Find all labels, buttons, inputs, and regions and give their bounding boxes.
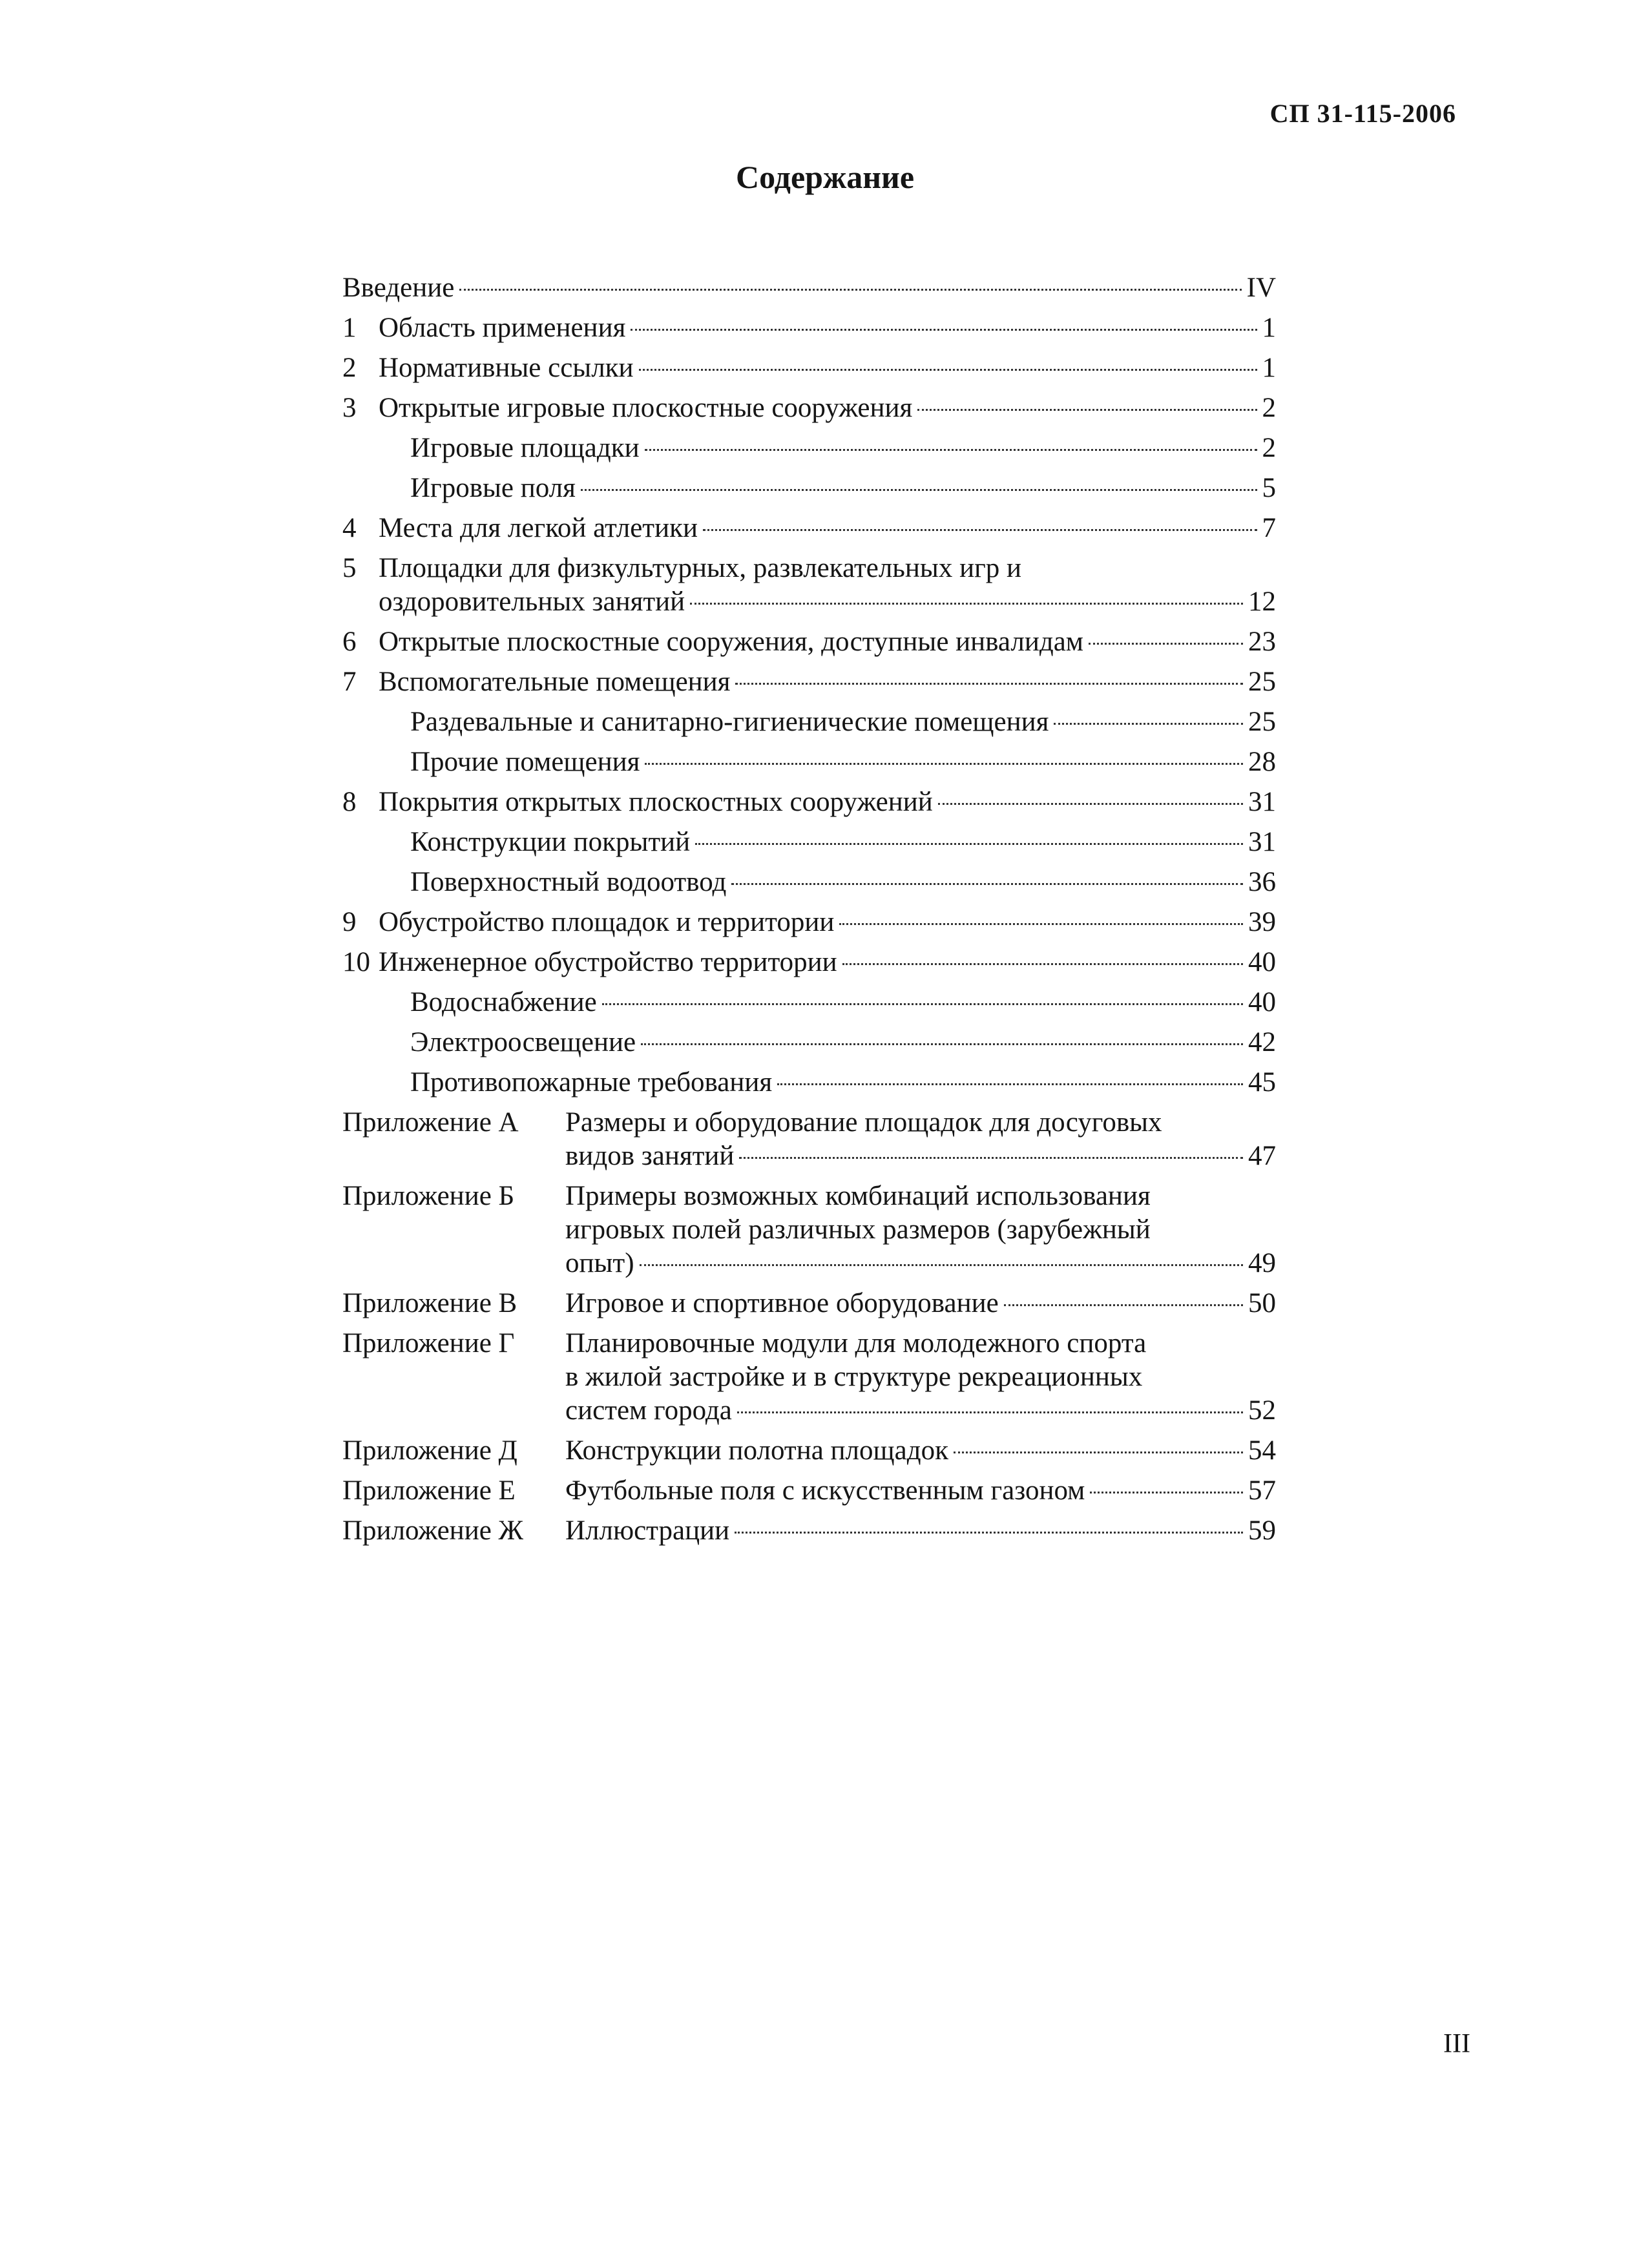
toc-entry (342, 1327, 1276, 1428)
toc-entry (342, 1514, 1276, 1548)
toc-entry-number: Приложение В (342, 1288, 517, 1318)
toc-entry-title: Конструкции покрытий (410, 827, 691, 857)
toc-entry-page: 36 (1248, 867, 1276, 897)
toc-entry-number: Приложение А (342, 1107, 519, 1138)
toc-entry-number: 1 (342, 313, 357, 343)
toc-entry-title: Открытые игровые плоскостные сооружения (379, 393, 913, 423)
toc-entry (342, 946, 1276, 979)
toc-entry-title: Иллюстрации (565, 1515, 730, 1546)
dot-leader (735, 683, 1243, 685)
toc-entry-title: Противопожарные требования (410, 1067, 773, 1098)
dot-leader (641, 1043, 1243, 1045)
toc-entry-page: 28 (1248, 747, 1276, 777)
dot-leader (917, 409, 1257, 411)
toc-entry (342, 552, 1276, 619)
toc-entry (342, 785, 1276, 819)
toc-entry (342, 1026, 1276, 1059)
toc-entry-number: 8 (342, 787, 357, 817)
toc-entry-page: 47 (1248, 1141, 1276, 1171)
toc-entry-title: Область применения (379, 313, 626, 343)
toc-entry-page: IV (1246, 273, 1276, 303)
toc-entry-title: Футбольные поля с искусственным газоном (565, 1475, 1085, 1506)
dot-leader (1090, 1492, 1243, 1493)
toc-entry (342, 906, 1276, 939)
dot-leader (737, 1411, 1243, 1413)
toc-entry-number: 3 (342, 393, 357, 423)
toc-entry-page: 54 (1248, 1435, 1276, 1466)
dot-leader (639, 369, 1257, 371)
toc-entry-title: Игровые площадки (410, 433, 640, 463)
toc-entry-page: 42 (1248, 1027, 1276, 1057)
toc-entry (342, 391, 1276, 425)
dot-leader (1054, 723, 1243, 725)
toc-entry-title: Введение (342, 273, 455, 303)
toc-entry-title: опыт) (565, 1248, 634, 1278)
dot-leader (1004, 1304, 1243, 1306)
dot-leader (695, 843, 1243, 845)
dot-leader (1089, 643, 1243, 645)
toc-entry-title: видов занятий (565, 1141, 735, 1171)
toc-entry-number: 6 (342, 627, 357, 657)
toc-entry (342, 1106, 1276, 1173)
toc-entry (342, 311, 1276, 345)
toc-entry-title: Конструкции полотна площадок (565, 1435, 948, 1466)
toc-entry-title: оздоровительных занятий (379, 587, 685, 617)
toc-entry-page: 25 (1248, 707, 1276, 737)
toc-entry-page: 31 (1248, 827, 1276, 857)
toc-entry-title: Инженерное обустройство территории (379, 947, 837, 977)
toc-entry-title: в жилой застройке и в структуре рекреационных (565, 1362, 1143, 1392)
toc-entry-number: 10 (342, 947, 370, 977)
toc-entry-title: Планировочные модули для молодежного спорта (565, 1328, 1147, 1358)
dot-leader (602, 1003, 1243, 1005)
toc-entry-page: 25 (1248, 667, 1276, 697)
toc-entry-page: 7 (1262, 513, 1276, 543)
toc-entry-page: 52 (1248, 1395, 1276, 1426)
toc-entry-page: 1 (1262, 353, 1276, 383)
toc-entry-page: 5 (1262, 473, 1276, 503)
toc-entry-number: 7 (342, 667, 357, 697)
toc-entry-page: 49 (1248, 1248, 1276, 1278)
toc-entry (342, 512, 1276, 545)
toc-entry-page: 40 (1248, 947, 1276, 977)
toc-entry (342, 986, 1276, 1019)
toc-entry-title: Игровые поля (410, 473, 576, 503)
dot-leader (690, 603, 1243, 605)
dot-leader (645, 449, 1257, 451)
toc-entry-page: 31 (1248, 787, 1276, 817)
toc-entry-title: Примеры возможных комбинаций использования (565, 1181, 1151, 1211)
dot-leader (739, 1157, 1243, 1159)
toc-entry-title: Прочие помещения (410, 747, 640, 777)
dot-leader (459, 289, 1241, 291)
toc-entry (342, 351, 1276, 385)
toc-entry-number: Приложение Е (342, 1475, 516, 1506)
toc-entry (342, 432, 1276, 465)
toc-entry-title: Покрытия открытых плоскостных сооружений (379, 787, 933, 817)
toc-entry-page: 45 (1248, 1067, 1276, 1098)
toc-entry-page: 40 (1248, 987, 1276, 1017)
table-of-contents (342, 271, 1276, 1554)
toc-entry-number: 9 (342, 907, 357, 937)
dot-leader (703, 529, 1257, 531)
toc-entry (342, 665, 1276, 699)
toc-entry-number: Приложение Г (342, 1328, 515, 1358)
toc-entry-number: Приложение Б (342, 1181, 515, 1211)
dot-leader (731, 883, 1243, 885)
toc-entry (342, 745, 1276, 779)
toc-entry-page: 50 (1248, 1288, 1276, 1318)
dot-leader (954, 1451, 1243, 1453)
toc-entry-page: 1 (1262, 313, 1276, 343)
toc-entry-title: Поверхностный водоотвод (410, 867, 727, 897)
toc-entry (342, 1066, 1276, 1099)
document-code: СП 31-115-2006 (1269, 99, 1456, 128)
toc-entry-page: 2 (1262, 433, 1276, 463)
toc-entry-page: 59 (1248, 1515, 1276, 1546)
dot-leader (631, 329, 1257, 331)
toc-entry (342, 1287, 1276, 1320)
toc-entry-title: Вспомогательные помещения (379, 667, 731, 697)
toc-entry-title: Площадки для физкультурных, развлекательных игр и (379, 553, 1021, 583)
toc-entry-title: Открытые плоскостные сооружения, доступные инвалидам (379, 627, 1084, 657)
toc-entry (342, 1474, 1276, 1508)
toc-entry (342, 472, 1276, 505)
toc-entry-number: 2 (342, 353, 357, 383)
toc-entry-title: Водоснабжение (410, 987, 597, 1017)
toc-entry (342, 625, 1276, 659)
toc-entry (342, 1434, 1276, 1468)
toc-entry-title: Раздевальные и санитарно-гигиенические помещения (410, 707, 1049, 737)
dot-leader (938, 803, 1243, 805)
toc-entry-title: Игровое и спортивное оборудование (565, 1288, 999, 1318)
page-title: Содержание (735, 159, 915, 195)
toc-entry-number: Приложение Д (342, 1435, 517, 1466)
toc-entry-number: 5 (342, 553, 357, 583)
toc-entry-title: игровых полей различных размеров (зарубежный (565, 1214, 1151, 1245)
toc-entry-title: Места для легкой атлетики (379, 513, 698, 543)
toc-entry-page: 57 (1248, 1475, 1276, 1506)
dot-leader (645, 763, 1243, 765)
toc-entry-page: 12 (1248, 587, 1276, 617)
dot-leader (842, 963, 1243, 965)
toc-entry (342, 1180, 1276, 1280)
dot-leader (735, 1532, 1243, 1534)
toc-entry (342, 705, 1276, 739)
toc-entry-page: 23 (1248, 627, 1276, 657)
toc-entry-number: Приложение Ж (342, 1515, 524, 1546)
toc-entry-title: Нормативные ссылки (379, 353, 634, 383)
toc-entry-title: Размеры и оборудование площадок для досуговых (565, 1107, 1162, 1138)
dot-leader (839, 923, 1243, 925)
toc-entry (342, 826, 1276, 859)
toc-entry-title: систем города (565, 1395, 732, 1426)
toc-entry (342, 866, 1276, 899)
dot-leader (640, 1264, 1243, 1266)
toc-entry-title: Обустройство площадок и территории (379, 907, 835, 937)
toc-entry (342, 271, 1276, 305)
toc-entry-page: 2 (1262, 393, 1276, 423)
page-number: III (1443, 2029, 1470, 2059)
dot-leader (581, 489, 1257, 491)
toc-entry-title: Электроосвещение (410, 1027, 636, 1057)
toc-entry-number: 4 (342, 513, 357, 543)
toc-entry-page: 39 (1248, 907, 1276, 937)
dot-leader (777, 1083, 1243, 1085)
